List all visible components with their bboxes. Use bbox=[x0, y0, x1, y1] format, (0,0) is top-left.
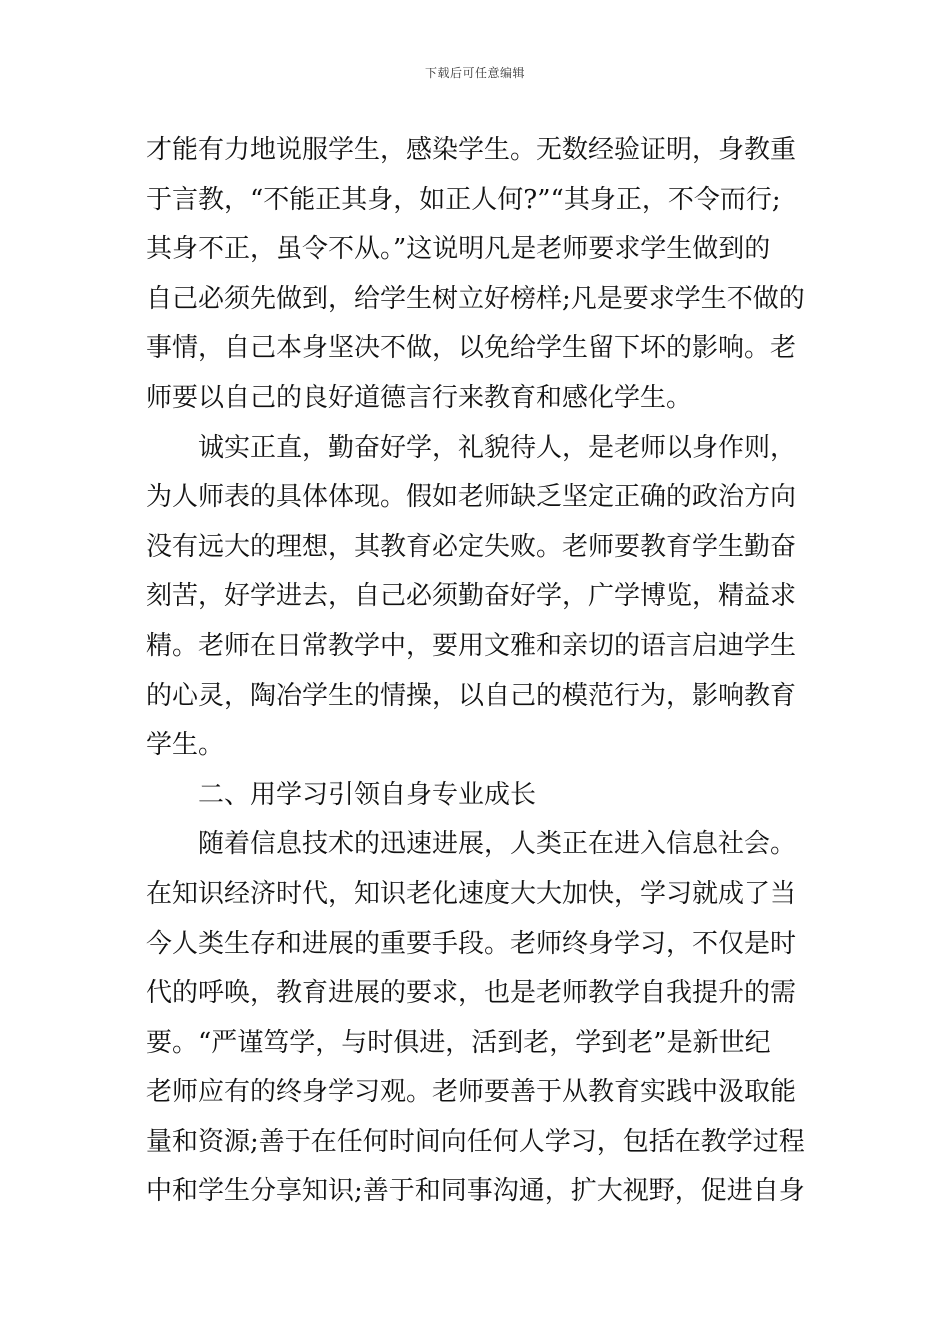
text-line: 于言教，“不能正其身，如正人何?”“其身正，不令而行; bbox=[146, 184, 781, 215]
text-line: 今人类生存和进展的重要手段。老师终身学习，不仅是时 bbox=[146, 928, 797, 959]
text-line: 刻苦，好学进去，自己必须勤奋好学，广学博览，精益求 bbox=[146, 581, 797, 612]
text-line: 在知识经济时代，知识老化速度大大加快，学习就成了当 bbox=[146, 878, 797, 909]
body-text bbox=[146, 126, 810, 1217]
text-line: 为人师表的具体体现。假如老师缺乏坚定正确的政治方向 bbox=[146, 482, 797, 513]
text-line: 量和资源;善于在任何时间向任何人学习，包括在教学过程 bbox=[146, 1126, 805, 1157]
paragraph-start-line: 诚实正直，勤奋好学，礼貌待人，是老师以身作则， bbox=[198, 432, 797, 463]
text-line: 精。老师在日常教学中，要用文雅和亲切的语言启迪学生 bbox=[146, 630, 797, 661]
text-line: 其身不正，虽令不从。”这说明凡是老师要求学生做到的 bbox=[146, 234, 771, 265]
text-line: 才能有力地说服学生，感染学生。无数经验证明，身教重 bbox=[146, 135, 797, 165]
text-line: 没有远大的理想，其教育必定失败。老师要教育学生勤奋 bbox=[146, 531, 797, 562]
text-line: 的心灵，陶冶学生的情操，以自己的模范行为，影响教育 bbox=[146, 680, 797, 711]
header-note: 下载后可任意编辑 bbox=[424, 66, 525, 80]
text-line: 老师应有的终身学习观。老师要善于从教育实践中汲取能 bbox=[146, 1077, 797, 1108]
text-line: 学生。 bbox=[146, 730, 225, 761]
text-line: 中和学生分享知识;善于和同事沟通，扩大视野，促进自身 bbox=[146, 1176, 805, 1207]
text-line: 要。“严谨笃学，与时俱进，活到老，学到老”是新世纪 bbox=[146, 1027, 771, 1058]
text-line: 代的呼唤，教育进展的要求，也是老师教学自我提升的需 bbox=[146, 978, 797, 1009]
text-line: 自己必须先做到，给学生树立好榜样;凡是要求学生不做的 bbox=[146, 283, 805, 314]
text-line: 事情，自己本身坚决不做，以免给学生留下坏的影响。老 bbox=[146, 333, 797, 364]
paragraph-start-line: 随着信息技术的迅速进展，人类正在进入信息社会。 bbox=[198, 829, 797, 860]
text-line: 师要以自己的良好道德言行来教育和感化学生。 bbox=[146, 382, 693, 413]
section-heading: 二、用学习引领自身专业成长 bbox=[198, 779, 537, 810]
